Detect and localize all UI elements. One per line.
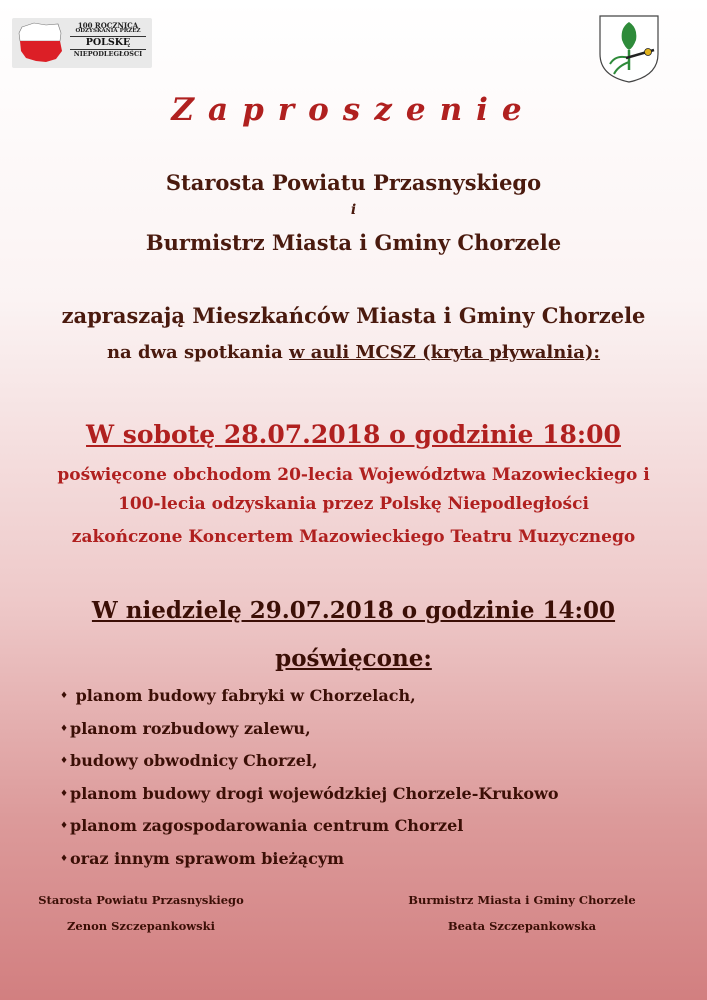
- list-item: ♦ planom zagospodarowania centrum Chorzel: [60, 810, 559, 843]
- host-1: Starosta Powiatu Przasnyskiego: [165, 170, 542, 195]
- signature-left: [0, 893, 282, 933]
- list-item: ♦ budowy obwodnicy Chorzel,: [60, 745, 559, 778]
- list-item: ♦ planom rozbudowy zalewu,: [60, 713, 559, 746]
- conjunction: i: [350, 202, 357, 218]
- host-2: Burmistrz Miasta i Gminy Chorzele: [145, 230, 562, 255]
- saturday-heading: W sobotę 28.07.2018 o godzinie 18:00: [86, 420, 621, 449]
- list-item: ♦ planom budowy drogi wojewódzkiej Chorzele-Krukowo: [60, 778, 559, 811]
- venue-line: [0, 342, 707, 363]
- anniversary-badge: [12, 18, 152, 68]
- diamond-bullet-icon: ♦: [60, 821, 69, 832]
- badge-line3: POLSKĘ: [85, 37, 131, 49]
- diamond-bullet-icon: ♦: [60, 756, 69, 767]
- list-item: ♦ planom budowy fabryki w Chorzelach,: [60, 680, 559, 713]
- signature-left-title: Starosta Powiatu Przasnyskiego: [38, 893, 244, 907]
- badge-line2: ODZYSKANIA PRZEZ: [75, 28, 141, 35]
- dedicated-heading: poświęcone:: [275, 645, 432, 672]
- list-item: ♦ oraz innym sprawom bieżącym: [60, 843, 559, 876]
- badge-text: [66, 22, 150, 58]
- badge-line4: NIEPODLEGŁOŚCI: [73, 50, 143, 59]
- saturday-desc-1: poświęcone obchodom 20-lecia Województwa Mazowieckiego i: [57, 465, 650, 485]
- signature-left-name: Zenon Szczepankowski: [67, 919, 215, 933]
- signature-right-title: Burmistrz Miasta i Gminy Chorzele: [408, 893, 636, 907]
- badge-line1: 100 ROCZNICA: [77, 21, 139, 30]
- venue-prefix: na dwa spotkania: [106, 342, 290, 363]
- poland-map-icon: [16, 21, 64, 65]
- agenda-list: [60, 680, 559, 875]
- saturday-desc-3: zakończone Koncertem Mazowieckiego Teatru Muzycznego: [71, 527, 636, 547]
- signature-right-name: Beata Szczepankowska: [447, 919, 597, 933]
- saturday-desc-2: 100-lecia odzyskania przez Polskę Niepodległości: [118, 494, 589, 514]
- diamond-bullet-icon: ♦: [60, 723, 69, 734]
- invite-line: zapraszają Mieszkańców Miasta i Gminy Chorzele: [61, 303, 646, 328]
- diamond-bullet-icon: ♦: [60, 691, 69, 702]
- signature-right: [380, 893, 664, 933]
- diamond-bullet-icon: ♦: [60, 853, 69, 864]
- venue: w auli MCSZ (kryta pływalnia):: [289, 342, 601, 363]
- sunday-heading: W niedzielę 29.07.2018 o godzinie 14:00: [91, 597, 616, 624]
- diamond-bullet-icon: ♦: [60, 788, 69, 799]
- coat-of-arms-icon: [598, 14, 660, 84]
- page-title: Zaproszenie: [171, 92, 536, 128]
